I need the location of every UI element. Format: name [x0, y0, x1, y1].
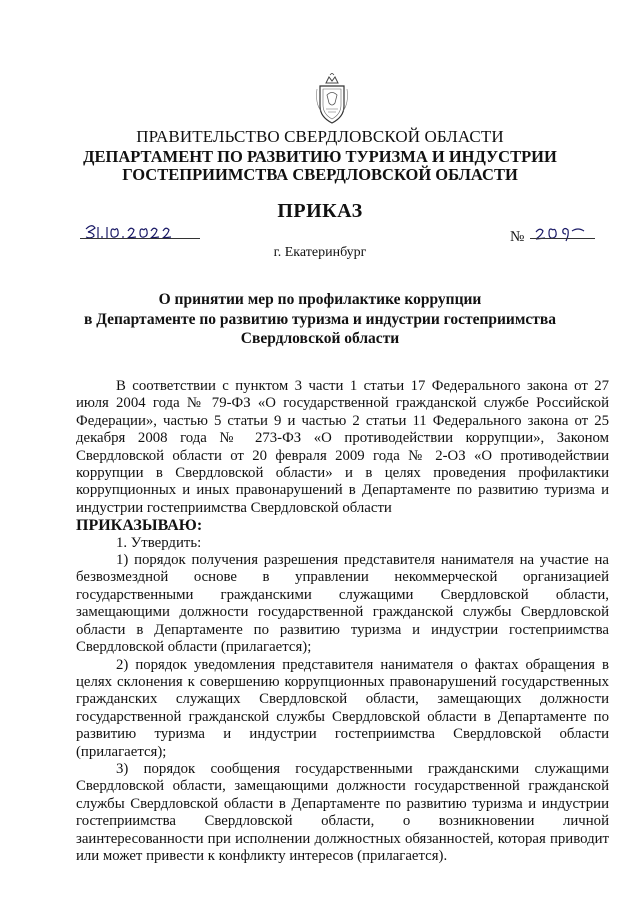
date-underline	[80, 238, 200, 239]
handwritten-number	[532, 222, 592, 242]
number-underline	[530, 238, 595, 239]
number-label: №	[510, 229, 525, 245]
subject-line1: О принятии мер по профилактике коррупции	[158, 291, 482, 308]
department-name-line2: ГОСТЕПРИИМСТВА СВЕРДЛОВСКОЙ ОБЛАСТИ	[122, 165, 518, 184]
city-name: г. Екатеринбург	[273, 245, 367, 260]
subject-line2: в Департаменте по развитию туризма и индустрии гостеприимства	[83, 311, 557, 328]
government-name: ПРАВИТЕЛЬСТВО СВЕРДЛОВСКОЙ ОБЛАСТИ	[136, 127, 504, 146]
item-sub3: 3) порядок сообщения государственными гражданскими служащими Свердловской области, замещающими должности государственной гражданской службы Свердловской области в Департаменте по развитию туризма и индустрии гостеприимства Свердловской области, о возникновении личной заинтересованности при исполнении должностных обязанностей, которая приводит или может привести к конфликту интересов (прилагается).	[76, 760, 609, 864]
order-word: ПРИКАЗЫВАЮ:	[76, 517, 203, 535]
document-type-title: ПРИКАЗ	[277, 200, 363, 222]
preamble-paragraph: В соответствии с пунктом 3 части 1 статьи 17 Федерального закона от 27 июля 2004 года № 79-ФЗ «О государственной гражданской службе Российской Федерации», частью 5 статьи 9 и частью 2 статьи 11 Федерального закона от 25 декабря 2008 года № 273-ФЗ «О противодействии коррупции», Законом Свердловской области от 20 февраля 2009 года № 2-ОЗ «О противодействии коррупции в Свердловской области» и в целях проведения профилактики коррупционных и иных правонарушений в Департаменте по развитию туризма и индустрии гостеприимства Свердловской области	[76, 378, 609, 516]
item-approve: 1. Утвердить:	[116, 534, 202, 551]
department-name-line1: ДЕПАРТАМЕНТ ПО РАЗВИТИЮ ТУРИЗМА И ИНДУСТРИИ	[83, 147, 557, 166]
item-sub1: 1) порядок получения разрешения представителя нанимателя на участие на безвозмездной основе в управлении некоммерческой организацией государственными гражданскими служащими Свердловской области, замещающими должности государственной гражданской службы Свердловской области в Департаменте по развитию туризма и индустрии гостеприимства Свердловской области (прилагается);	[76, 552, 609, 656]
coat-of-arms-emblem	[313, 73, 351, 125]
subject-line3: Свердловской области	[240, 330, 400, 347]
document-body	[76, 378, 609, 865]
item-sub2: 2) порядок уведомления представителя нанимателя о фактах обращения в целях склонения к совершению коррупционных правонарушений государственных гражданских служащих Свердловской области, замещающих должности государственной гражданской службы Свердловской области в Департаменте по развитию туризма и индустрии гостеприимства Свердловской области (прилагается);	[76, 656, 609, 760]
